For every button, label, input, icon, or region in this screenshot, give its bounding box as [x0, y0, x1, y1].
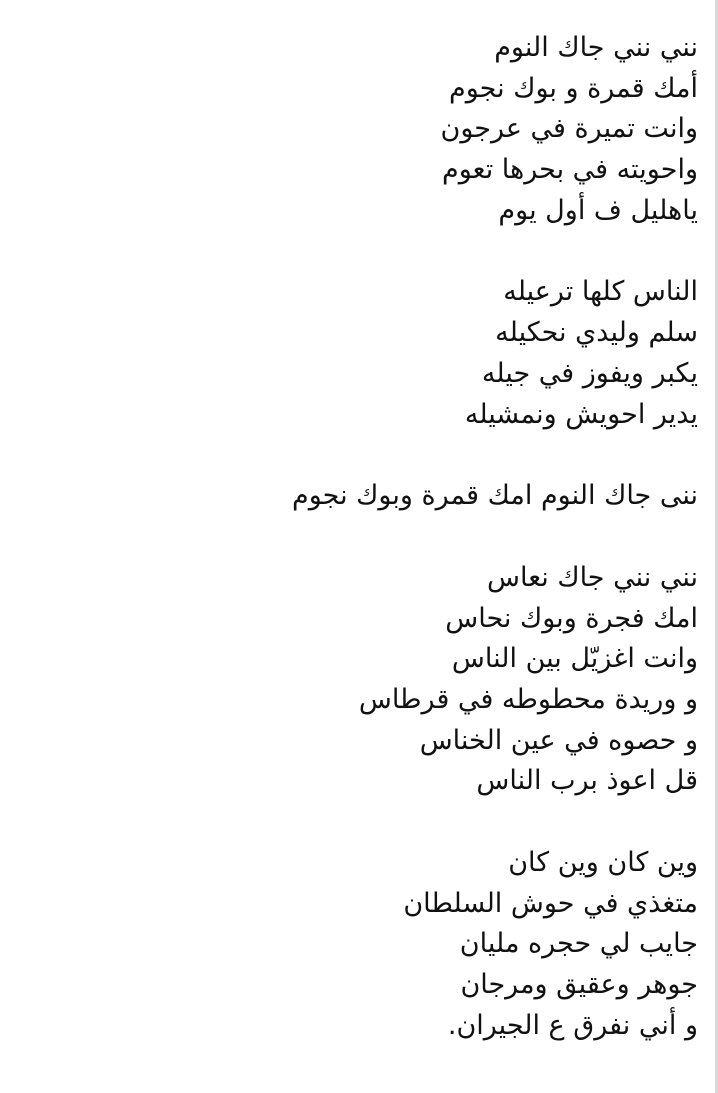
- poem-line: نني نني جاك نعاس: [487, 561, 698, 593]
- poem-line: وانت اغزيّل بين الناس: [451, 643, 698, 675]
- poem-line: امك فجرة وبوك نحاس: [445, 602, 698, 634]
- poem-line: قل اعوذ برب الناس: [476, 765, 698, 797]
- poem-line: متغذي في حوش السلطان: [403, 887, 698, 919]
- poem-line: وين كان وين كان: [508, 847, 698, 878]
- poem-line: يكبر ويفوز في جيله: [481, 357, 698, 389]
- poem-line: الناس كلها ترعيله: [503, 276, 698, 308]
- poem-line: جوهر وعقيق ومرجان: [460, 969, 698, 1001]
- poem-line: أمك قمرة و بوك نجوم: [449, 72, 698, 104]
- poem-line: و حصوه في عين الخناس: [419, 724, 698, 756]
- poem-line: واحويته في بحرها تعوم: [442, 154, 698, 186]
- poem-line: ياهليل ف أول يوم: [498, 194, 698, 226]
- poem-line: و أني نفرق ع الجيران.: [447, 1009, 698, 1041]
- stanza-2: [0, 272, 698, 435]
- poem-line: وانت تميرة في عرجون: [440, 113, 698, 145]
- poem-line: و وريدة محطوطه في قرطاس: [358, 683, 698, 715]
- poem-line: جايب لي حجره مليان: [459, 928, 698, 960]
- stanza-4: [0, 558, 698, 802]
- poem-line: ننى جاك النوم امك قمرة وبوك نجوم: [291, 480, 698, 512]
- stanza-5: [0, 843, 698, 1046]
- poem-line: يدير احويش ونمشيله: [464, 398, 698, 430]
- poem-line: نني نني جاك النوم: [494, 32, 698, 63]
- poem-line: سلم وليدي نحكيله: [495, 317, 698, 349]
- stanza-3: [0, 476, 698, 517]
- stanza-1: [0, 28, 698, 231]
